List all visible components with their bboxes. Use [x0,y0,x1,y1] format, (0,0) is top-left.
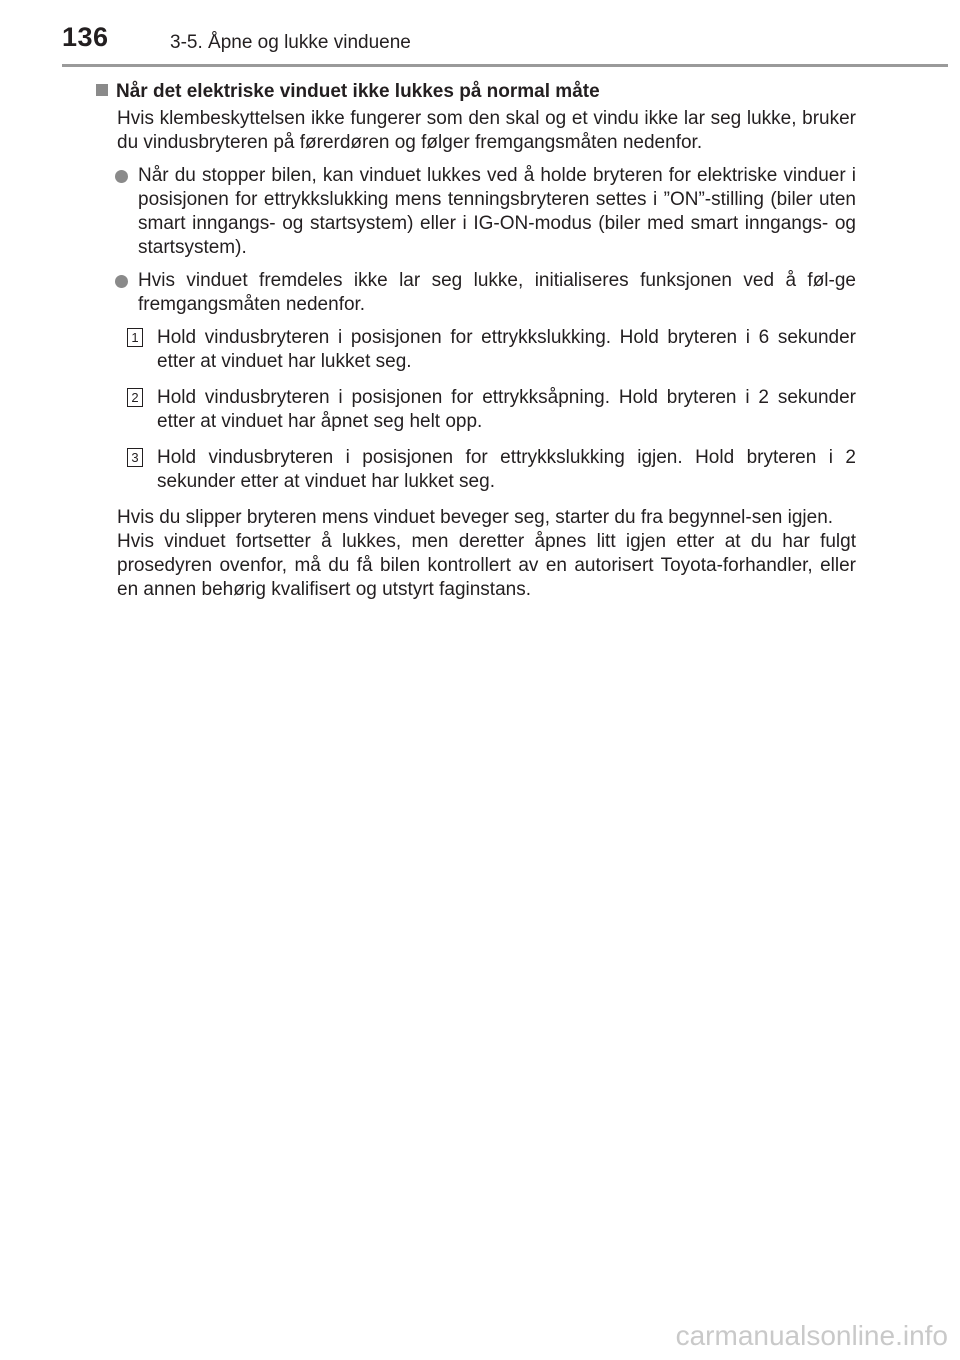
step-text: Hold vindusbryteren i posisjonen for ettrykkslukking igjen. Hold bryteren i 2 sekunder etter at vinduet har lukket seg. [157,447,856,492]
circle-bullet-icon [115,275,128,288]
bullet-text: Hvis vinduet fremdeles ikke lar seg lukke, initialiseres funksjonen ved å føl-ge fremgangsmåten nedenfor. [138,270,856,315]
step-text: Hold vindusbryteren i posisjonen for ettrykkslukking. Hold bryteren i 6 sekunder etter at vinduet har lukket seg. [157,327,856,372]
section-title: 3-5. Åpne og lukke vinduene [170,32,411,53]
closing-paragraph: Hvis vinduet fortsetter å lukkes, men deretter åpnes litt igjen etter at du har fulgt prosedyren ovenfor, må du få bilen kontrollert av en autorisert Toyota-forhandler, eller en annen behørig kvalifisert og utstyrt faginstans. [117,531,856,600]
step-number-box: 1 [127,328,143,347]
bullet-text: Når du stopper bilen, kan vinduet lukkes ved å holde bryteren for elektriske vinduer i posisjonen for ettrykkslukking mens tenningsbryteren settes i ”ON”-stilling (biler uten smart inngangs- og startsystem) eller i IG-ON-modus (biler med smart inngangs- og startsystem). [138,165,856,258]
page-content [96,80,856,602]
step-item [96,326,856,374]
step-item [96,386,856,434]
watermark: carmanualsonline.info [675,1320,948,1351]
section-heading [96,80,856,104]
step-number-box: 2 [127,388,143,407]
bullet-item [96,269,856,317]
header-rule [62,64,948,67]
square-icon [96,84,108,96]
step-text: Hold vindusbryteren i posisjonen for ettrykksåpning. Hold bryteren i 2 sekunder etter at vinduet har åpnet seg helt opp. [157,387,856,432]
bullet-item [96,164,856,260]
step-item [96,446,856,494]
section-heading-text: Når det elektriske vinduet ikke lukkes på normal måte [116,81,600,102]
intro-paragraph: Hvis klembeskyttelsen ikke fungerer som den skal og et vindu ikke lar seg lukke, bruker du vindusbryteren på førerdøren og følger fremgangsmåten nedenfor. [117,108,856,153]
circle-bullet-icon [115,170,128,183]
step-number-box: 3 [127,448,143,467]
page-number: 136 [62,22,109,52]
closing-paragraph: Hvis du slipper bryteren mens vinduet beveger seg, starter du fra begynnel-sen igjen. [117,507,834,528]
